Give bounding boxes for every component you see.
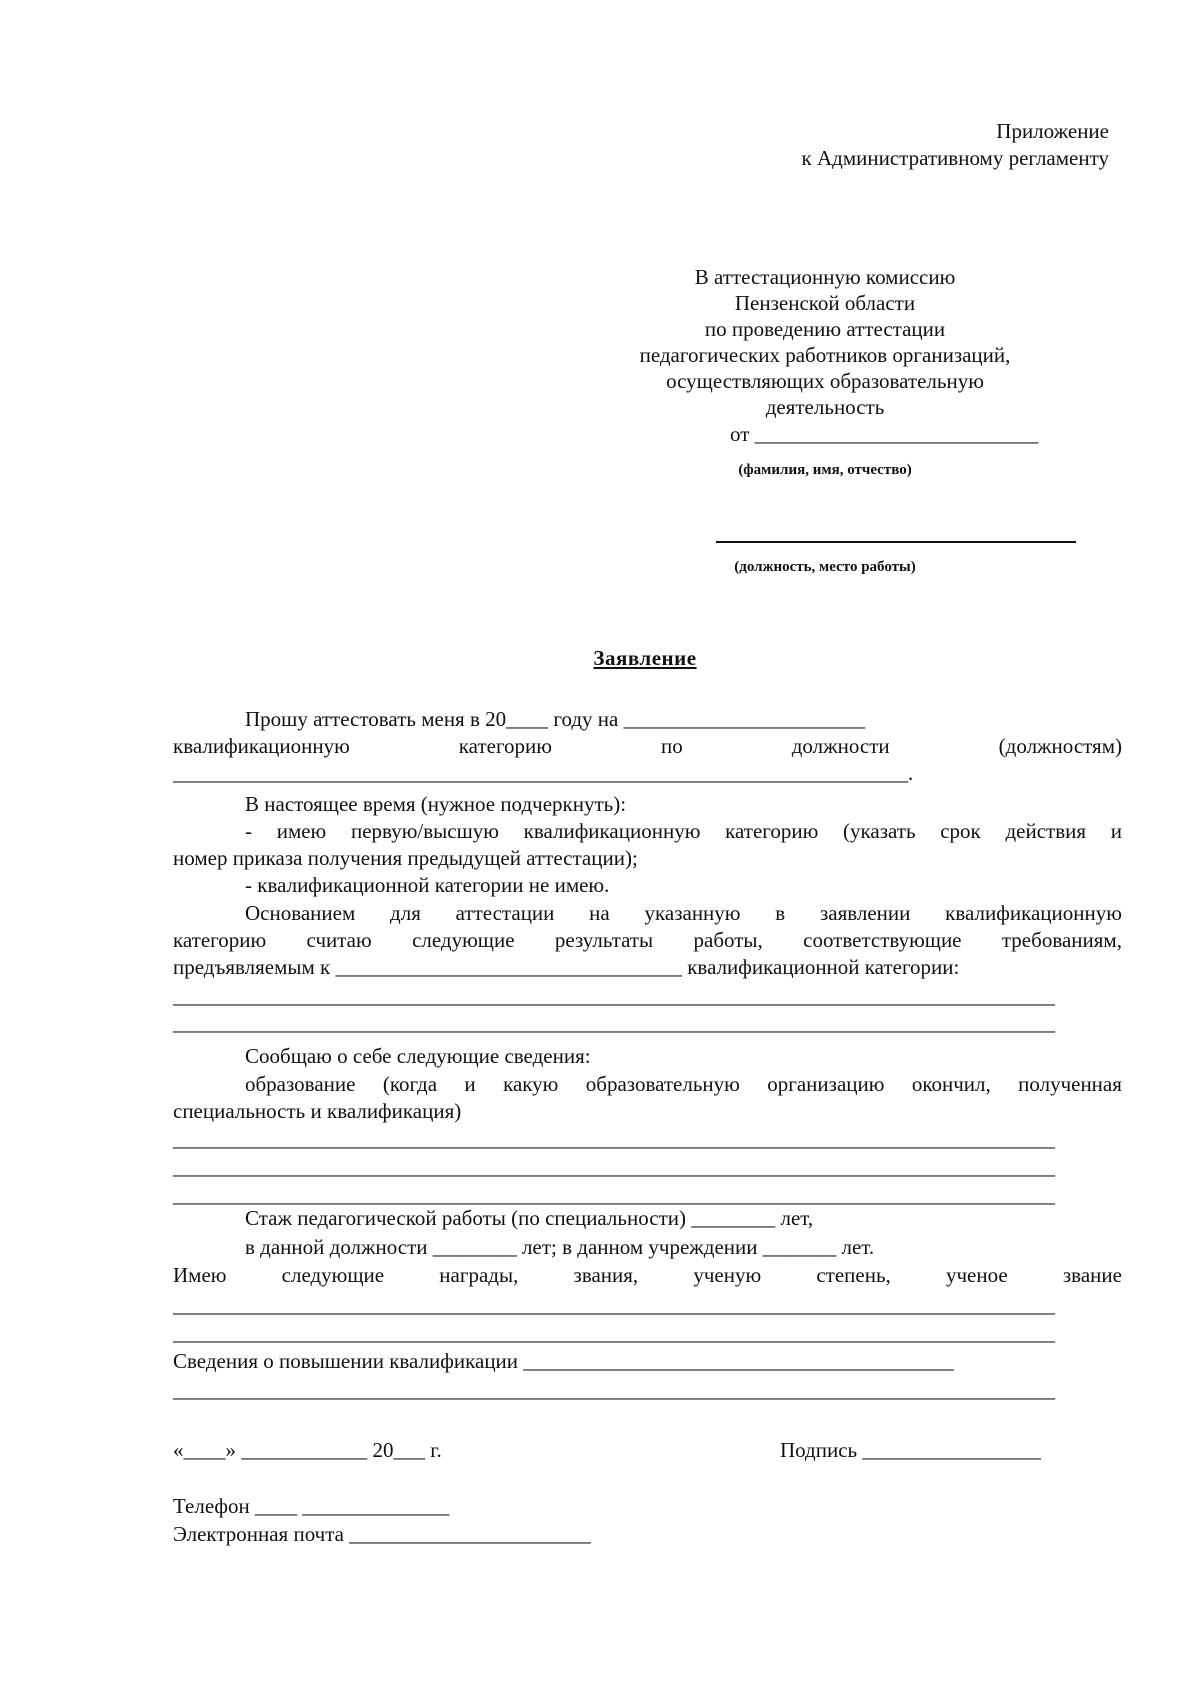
basis-line-1 bbox=[245, 900, 1122, 927]
signature-field: Подпись _________________ bbox=[780, 1438, 1041, 1462]
word: аттестации bbox=[455, 901, 555, 925]
option-has-category-line-2: номер приказа получения предыдущей аттестации); bbox=[173, 846, 638, 870]
word: полученная bbox=[1018, 1072, 1122, 1096]
request-line-1: Прошу аттестовать меня в 20____ году на _______________________ bbox=[245, 707, 866, 731]
option-has-category-line-1 bbox=[245, 818, 1122, 845]
education-blank-2: ____________________________________________________________________________________ bbox=[173, 1155, 1055, 1179]
word: соответствующие bbox=[803, 928, 962, 952]
document-title: Заявление bbox=[593, 646, 697, 670]
request-line-2 bbox=[173, 733, 1122, 760]
word: награды, bbox=[439, 1263, 519, 1287]
awards-blank-2: ____________________________________________________________________________________ bbox=[173, 1321, 1055, 1345]
word: срок bbox=[940, 819, 981, 843]
word: - bbox=[245, 819, 252, 843]
addressee-line-5: осуществляющих образовательную bbox=[666, 369, 984, 393]
word: образование bbox=[245, 1072, 356, 1096]
word: и bbox=[1110, 819, 1122, 843]
word: на bbox=[589, 901, 610, 925]
word: по bbox=[660, 734, 683, 758]
awards-line bbox=[173, 1262, 1122, 1289]
date-field: «____» ____________ 20___ г. bbox=[173, 1438, 442, 1462]
experience-line-1: Стаж педагогической работы (по специальности) ________ лет, bbox=[245, 1206, 814, 1230]
qualification-line: Сведения о повышении квалификации _________________________________________ bbox=[173, 1349, 954, 1373]
word: степень, bbox=[816, 1263, 891, 1287]
word: действия bbox=[1005, 819, 1087, 843]
education-blank-3: ____________________________________________________________________________________ bbox=[173, 1183, 1055, 1207]
awards-blank-1: ____________________________________________________________________________________ bbox=[173, 1293, 1055, 1317]
education-line-1 bbox=[245, 1071, 1122, 1098]
word: следующие bbox=[281, 1263, 385, 1287]
appendix-label: Приложение bbox=[996, 119, 1109, 143]
results-blank-2: ____________________________________________________________________________________ bbox=[173, 1011, 1055, 1035]
addressee-line-1: В аттестационную комиссию bbox=[694, 265, 956, 289]
qualification-blank: ____________________________________________________________________________________ bbox=[173, 1378, 1055, 1402]
word: (указать bbox=[843, 819, 916, 843]
word: заявлении bbox=[819, 901, 911, 925]
word: считаю bbox=[306, 928, 372, 952]
position-caption: (должность, место работы) bbox=[734, 559, 916, 575]
word: (должностям) bbox=[998, 734, 1122, 758]
education-line-2: специальность и квалификация) bbox=[173, 1099, 462, 1123]
word: ученое bbox=[946, 1263, 1008, 1287]
phone-field: Телефон ____ ______________ bbox=[173, 1494, 450, 1518]
basis-line-2 bbox=[173, 927, 1122, 954]
education-blank-1: ____________________________________________________________________________________ bbox=[173, 1127, 1055, 1151]
word: первую/высшую bbox=[350, 819, 499, 843]
word: квалификационную bbox=[173, 734, 350, 758]
addressee-line-4: педагогических работников организаций, bbox=[639, 343, 1011, 367]
experience-line-2: в данной должности ________ лет; в данном учреждении _______ лет. bbox=[245, 1235, 875, 1259]
word: категорию bbox=[173, 928, 267, 952]
addressee-line-2: Пензенской области bbox=[734, 291, 916, 315]
word: должности bbox=[791, 734, 890, 758]
position-line bbox=[716, 541, 1076, 543]
word: требованиям, bbox=[1001, 928, 1122, 952]
option-no-category: - квалификационной категории не имею. bbox=[245, 873, 610, 897]
addressee-line-6: деятельность bbox=[765, 395, 885, 419]
word: и bbox=[464, 1072, 476, 1096]
email-field: Электронная почта _______________________ bbox=[173, 1522, 591, 1546]
word: квалификационную bbox=[945, 901, 1122, 925]
info-heading: Сообщаю о себе следующие сведения: bbox=[245, 1044, 591, 1068]
word: категорию bbox=[725, 819, 819, 843]
results-blank-1: ____________________________________________________________________________________ bbox=[173, 984, 1055, 1008]
appendix-reference: к Административному регламенту bbox=[801, 146, 1109, 170]
word: работы, bbox=[693, 928, 763, 952]
word: звания, bbox=[573, 1263, 639, 1287]
word: Имею bbox=[173, 1263, 227, 1287]
addressee-line-3: по проведению аттестации bbox=[704, 317, 946, 341]
word: результаты bbox=[554, 928, 654, 952]
word: ученую bbox=[693, 1263, 762, 1287]
word: какую bbox=[503, 1072, 559, 1096]
from-field: от ___________________________ bbox=[730, 422, 1039, 446]
word: для bbox=[390, 901, 421, 925]
word: Основанием bbox=[245, 901, 356, 925]
word: (когда bbox=[382, 1072, 438, 1096]
word: организацию bbox=[767, 1072, 885, 1096]
current-status-heading: В настоящее время (нужное подчеркнуть): bbox=[245, 792, 627, 816]
word: образовательную bbox=[585, 1072, 740, 1096]
word: имею bbox=[276, 819, 327, 843]
word: квалификационную bbox=[523, 819, 701, 843]
fio-caption: (фамилия, имя, отчество) bbox=[738, 462, 912, 478]
word: категорию bbox=[458, 734, 552, 758]
basis-line-3: предъявляемым к _________________________________ квалификационной категории: bbox=[173, 955, 960, 979]
word: окончил, bbox=[911, 1072, 991, 1096]
request-line-3: ______________________________________________________________________. bbox=[173, 761, 914, 785]
word: в bbox=[775, 901, 786, 925]
word: звание bbox=[1062, 1263, 1122, 1287]
word: указанную bbox=[644, 901, 741, 925]
word: следующие bbox=[412, 928, 515, 952]
